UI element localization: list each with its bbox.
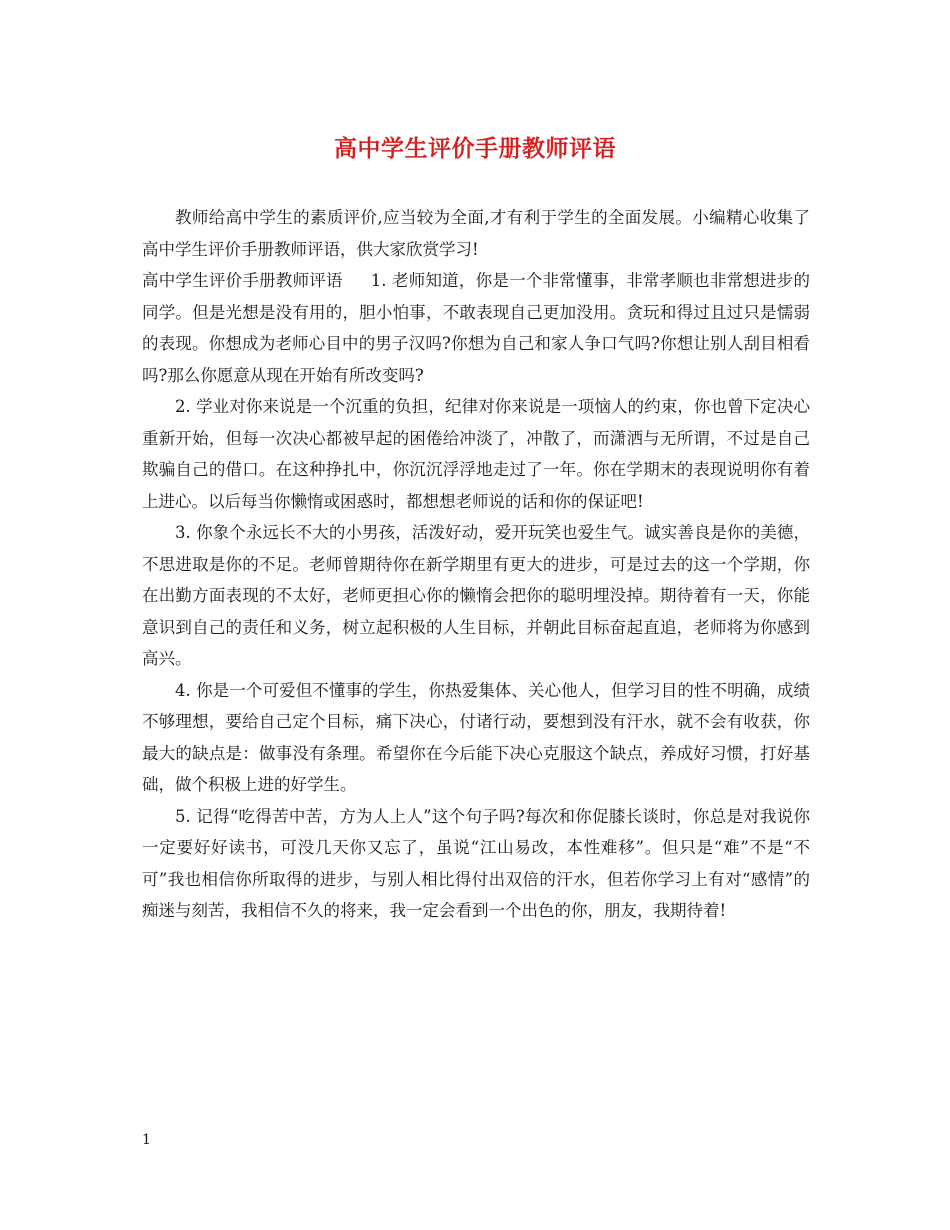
document-title: 高中学生评价手册教师评语 [334, 135, 616, 162]
document-body [142, 202, 810, 927]
comment-1: 1. 老师知道，你是一个非常懂事，非常孝顺也非常想进步的同学。但是光想是没有用的，胆小怕事，不敢表现自己更加没用。贪玩和得过且过只是懦弱的表现。你想成为老师心目中的男子汉吗?你想为自己和家人争口气吗?你想让别人刮目相看吗?那么你愿意从现在开始有所改变吗? [142, 271, 810, 385]
section-heading: 高中学生评价手册教师评语 [142, 271, 343, 290]
comment-5: 5. 记得“吃得苦中苦，方为人上人”这个句子吗?每次和你促膝长谈时，你总是对我说你一定要好好读书，可没几天你又忘了，虽说“江山易改，本性难移”。但只是“难”不是“不可”我也相信你所取得的进步，与别人相比得付出双倍的汗水，但若你学习上有对“感情”的痴迷与刻苦，我相信不久的将来，我一定会看到一个出色的你，朋友，我期待着! [142, 806, 810, 920]
comment-3: 3. 你象个永远长不大的小男孩，活泼好动，爱开玩笑也爱生气。诚实善良是你的美德，不思进取是你的不足。老师曾期待你在新学期里有更大的进步，可是过去的这一个学期，你在出勤方面表现的不太好，老师更担心你的懒惰会把你的聪明埋没掉。期待着有一天，你能意识到自己的责任和义务，树立起积极的人生目标，并朝此目标奋起直追，老师将为你感到高兴。 [142, 523, 810, 668]
intro-paragraph: 教师给高中学生的素质评价,应当较为全面,才有利于学生的全面发展。小编精心收集了高中学生评价手册教师评语，供大家欣赏学习! [142, 208, 810, 259]
comment-2: 2. 学业对你来说是一个沉重的负担，纪律对你来说是一项恼人的约束，你也曾下定决心重新开始，但每一次决心都被早起的困倦给冲淡了，冲散了，而潇洒与无所谓，不过是自己欺骗自己的借口。在这种挣扎中，你沉沉浮浮地走过了一年。你在学期末的表现说明你有着上进心。以后每当你懒惰或困惑时，都想想老师说的话和你的保证吧! [142, 397, 810, 511]
first-comment-paragraph [142, 265, 810, 391]
page-number: 1 [142, 1132, 151, 1148]
comment-4: 4. 你是一个可爱但不懂事的学生，你热爱集体、关心他人，但学习目的性不明确，成绩不够理想，要给自己定个目标，痛下决心，付诸行动，要想到没有汗水，就不会有收获，你最大的缺点是：做事没有条理。希望你在今后能下决心克服这个缺点，养成好习惯，打好基础，做个积极上进的好学生。 [142, 680, 810, 794]
